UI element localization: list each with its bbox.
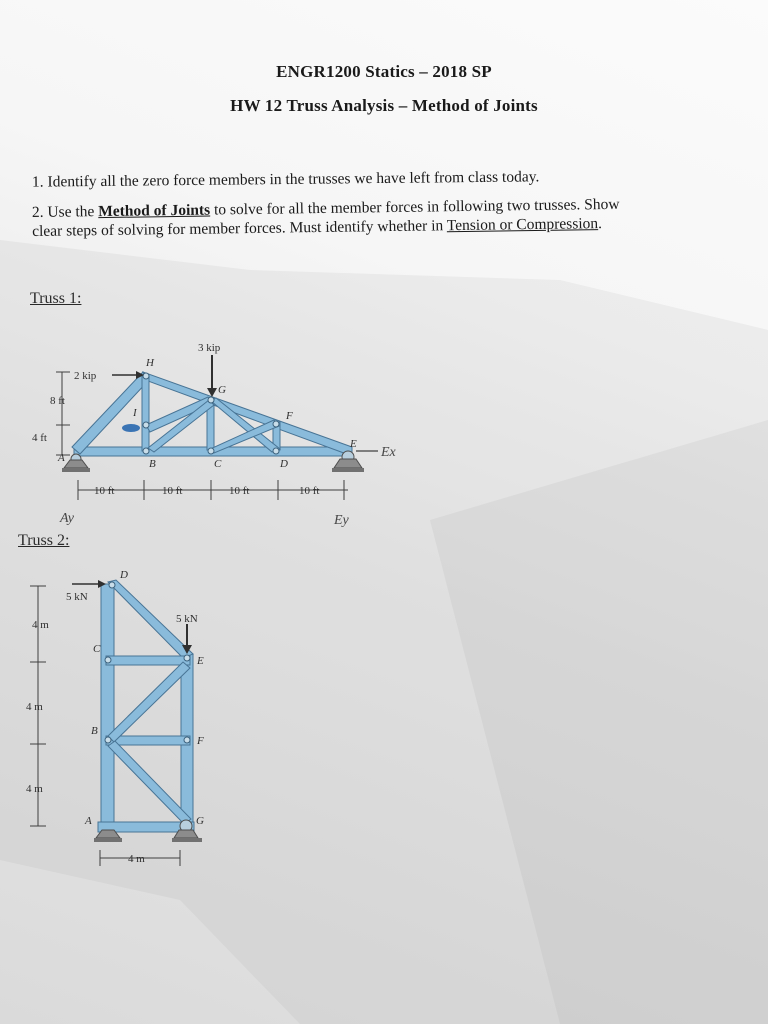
homework-title: HW 12 Truss Analysis – Method of Joints	[230, 96, 538, 115]
t2-node-c: C	[93, 643, 101, 655]
t2-node-e: E	[197, 655, 204, 667]
t2-node-a: A	[85, 815, 92, 827]
hand-ex: Ex	[381, 445, 396, 460]
t2-node-f: F	[197, 735, 204, 747]
label-span-4: 10 ft	[299, 485, 320, 497]
label-5kn-left: 5 kN	[66, 591, 88, 603]
truss-2-label: Truss 2:	[18, 532, 70, 549]
method-of-joints-text: Method of Joints	[98, 201, 211, 221]
node-g: G	[218, 384, 226, 396]
label-4ft: 4 ft	[32, 432, 47, 444]
label-dim-base: 4 m	[128, 853, 145, 865]
node-c: C	[214, 458, 222, 470]
truss2-joint-f	[184, 737, 190, 743]
question-2-line2: clear steps of solving for member forces. Must identify whether in	[32, 217, 447, 241]
hand-ay: Ay	[60, 511, 74, 526]
truss2-joint-e	[184, 655, 190, 661]
question-2-end: .	[597, 215, 603, 233]
label-span-3: 10 ft	[229, 485, 250, 497]
node-h: H	[146, 357, 154, 369]
truss2-joint-c	[105, 657, 111, 663]
node-e: E	[350, 438, 357, 450]
label-dim-2: 4 m	[26, 701, 43, 713]
label-dim-3: 4 m	[26, 783, 43, 795]
label-5kn-right: 5 kN	[176, 613, 198, 625]
truss2-left-vertical	[101, 584, 114, 828]
truss2-joint-d	[109, 582, 115, 588]
node-d: D	[280, 458, 288, 470]
node-i: I	[133, 407, 137, 419]
question-2-middle: to solve for all the member forces in following two trusses. Show	[210, 195, 620, 219]
truss2-member-eb	[108, 662, 190, 742]
label-2kip: 2 kip	[74, 370, 97, 382]
label-dim-1: 4 m	[32, 619, 49, 631]
label-span-2: 10 ft	[162, 485, 183, 497]
truss2-member-bg	[108, 741, 191, 824]
truss2-joint-b	[105, 737, 111, 743]
node-f: F	[286, 410, 293, 422]
label-8ft: 8 ft	[50, 395, 65, 407]
node-a: A	[58, 452, 65, 464]
t2-node-d: D	[120, 569, 128, 581]
tension-compression-text: Tension or Compression	[446, 215, 599, 235]
label-span-1: 10 ft	[94, 485, 115, 497]
node-b: B	[149, 458, 156, 470]
hand-ey: Ey	[334, 513, 349, 528]
label-3kip: 3 kip	[198, 342, 221, 354]
course-title: ENGR1200 Statics – 2018 SP	[276, 62, 492, 81]
question-2-prefix: 2. Use the	[31, 203, 99, 222]
truss2-member-ce	[106, 656, 190, 665]
t2-node-g: G	[196, 815, 204, 827]
t2-node-b: B	[91, 725, 98, 737]
truss-1-label: Truss 1:	[30, 290, 82, 307]
question-1: 1. Identify all the zero force members in the trusses we have left from class today.	[31, 168, 540, 191]
